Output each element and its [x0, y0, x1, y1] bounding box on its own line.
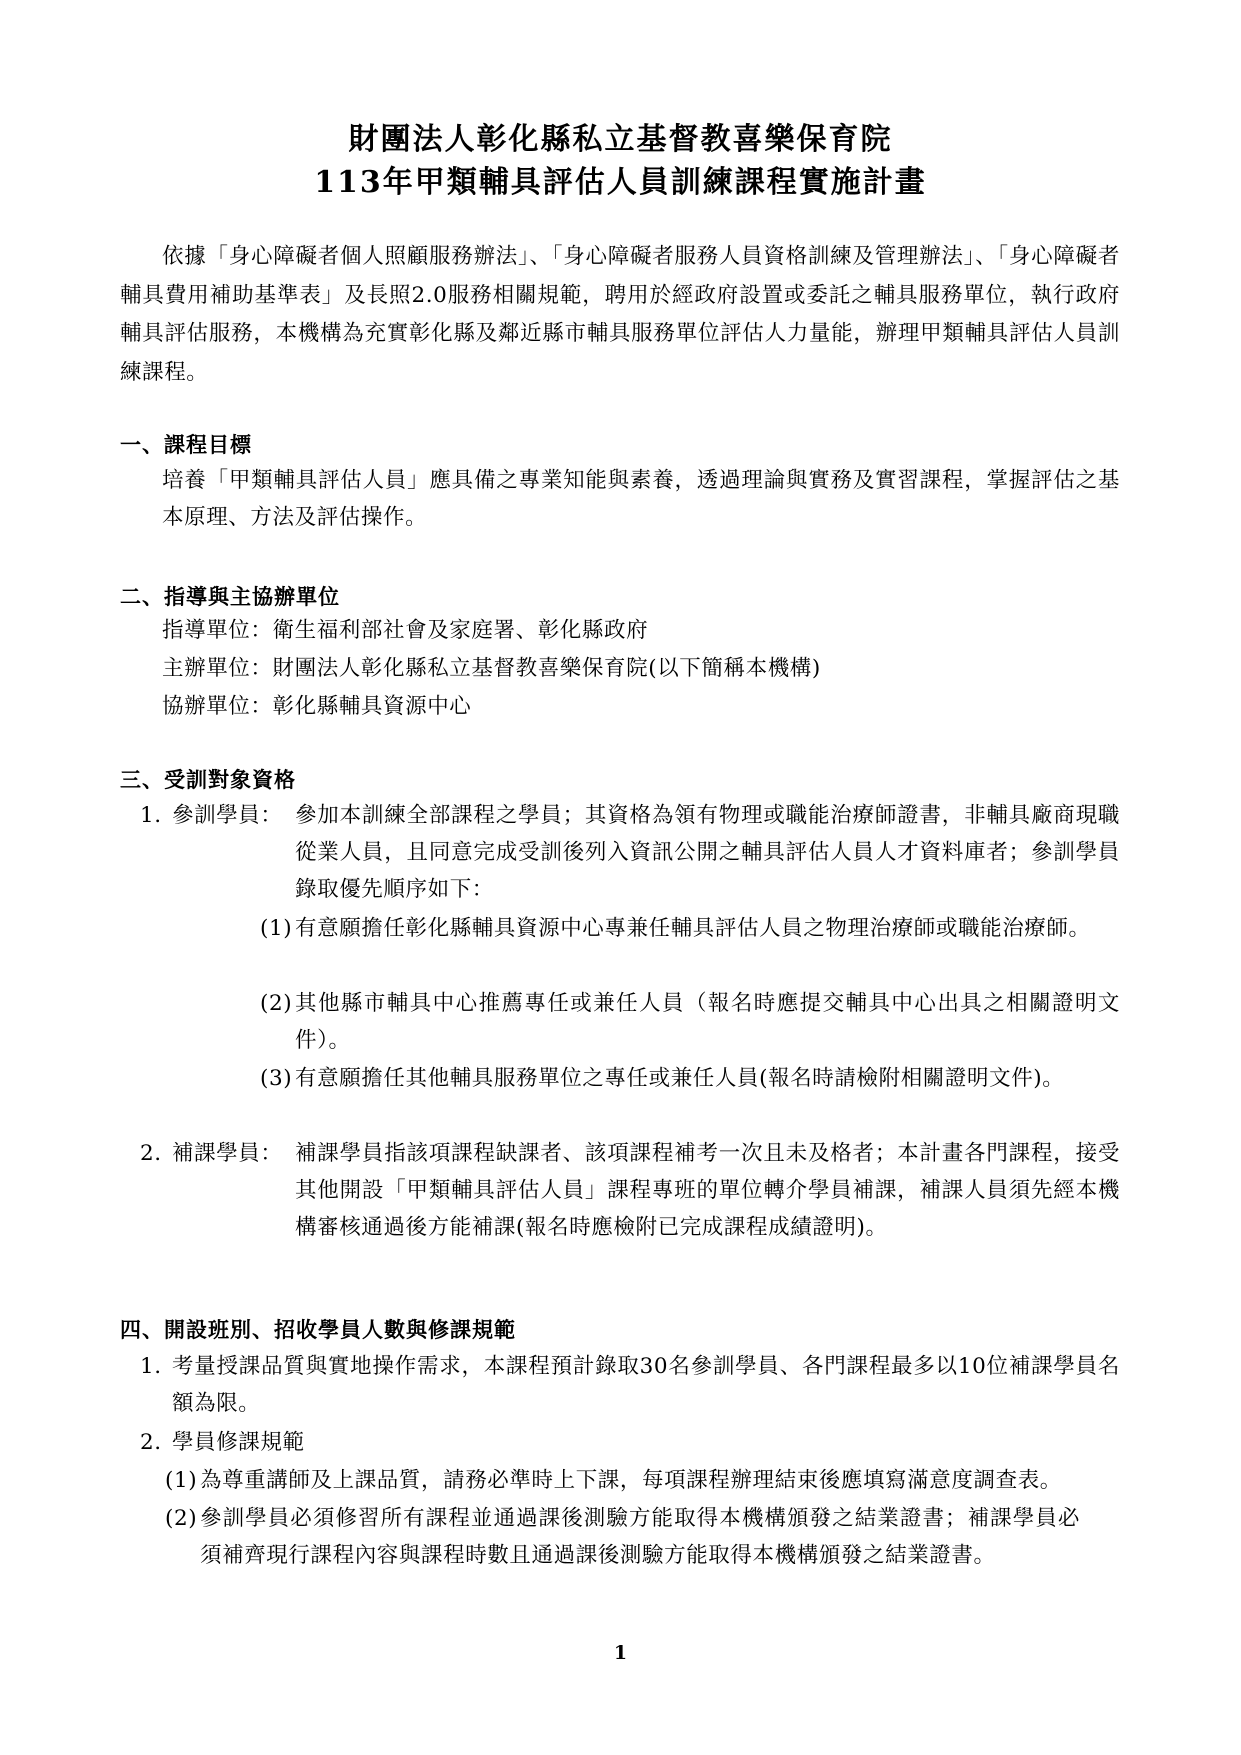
sub-body: 其他縣市輔具中心推薦專任或兼任人員（報名時應提交輔具中心出具之相關證明文件）。	[295, 991, 1120, 1053]
sub-number: (2)	[260, 991, 293, 1016]
section2-line1: 指導單位：衛生福利部社會及家庭署、彰化縣政府	[162, 618, 649, 643]
sub-body: 有意願擔任彰化縣輔具資源中心專兼任輔具評估人員之物理治療師或職能治療師。	[295, 916, 1091, 941]
section1-body: 培養「甲類輔具評估人員」應具備之專業知能與素養，透過理論與實務及實習課程，掌握評估之基本原理、方法及評估操作。	[162, 468, 1120, 530]
sub-body: 有意願擔任其他輔具服務單位之專任或兼任人員(報名時請檢附相關證明文件)。	[295, 1066, 1065, 1091]
item-number: 2.	[140, 1141, 162, 1166]
item-label: 參訓學員：	[172, 803, 283, 828]
section4-heading: 四、開設班別、招收學員人數與修課規範	[120, 1317, 516, 1342]
section2-line3: 協辦單位：彰化縣輔具資源中心	[162, 694, 472, 719]
sub-number: (1)	[260, 916, 293, 941]
item-number: 1.	[140, 1354, 162, 1379]
item-number: 2.	[140, 1430, 162, 1455]
document-title-line2: 113年甲類輔具評估人員訓練課程實施計畫	[314, 165, 927, 200]
item-label: 補課學員：	[172, 1141, 283, 1166]
section3-item2-body: 補課學員指該項課程缺課者、該項課程補考一次且未及格者；本計畫各門課程，接受其他開設「甲類輔具評估人員」課程專班的單位轉介學員補課，補課人員須先經本機構審核通過後方能補課(報名時應檢附已完成課程成績證明)。	[295, 1141, 1120, 1240]
intro-paragraph: 依據「身心障礙者個人照顧服務辦法」、「身心障礙者服務人員資格訓練及管理辦法」、「身心障礙者輔具費用補助基準表」及長照2.0服務相關規範，聘用於經政府設置或委託之輔具服務單位，執行政府輔具評估服務，本機構為充實彰化縣及鄰近縣市輔具服務單位評估人力量能，辦理甲類輔具評估人員訓練課程。	[120, 244, 1120, 385]
item-number: 1.	[140, 803, 162, 828]
page-number: 1	[613, 1642, 628, 1664]
sub-number: (2)	[165, 1506, 198, 1531]
sub-number: (3)	[260, 1066, 293, 1091]
sub-number: (1)	[165, 1468, 198, 1493]
section3-item1-body: 參加本訓練全部課程之學員；其資格為領有物理或職能治療師證書，非輔具廠商現職從業人員，且同意完成受訓後列入資訊公開之輔具評估人員人才資料庫者；參訓學員錄取優先順序如下：	[295, 803, 1120, 902]
item-body: 考量授課品質與實地操作需求，本課程預計錄取30名參訓學員、各門課程最多以10位補課學員名額為限。	[172, 1354, 1120, 1416]
sub-body: 為尊重講師及上課品質，請務必準時上下課，每項課程辦理結束後應填寫滿意度調查表。	[200, 1468, 1062, 1493]
section2-heading: 二、指導與主協辦單位	[120, 584, 340, 609]
section2-line2: 主辦單位：財團法人彰化縣私立基督教喜樂保育院(以下簡稱本機構)	[162, 656, 821, 681]
document-title-line1: 財團法人彰化縣私立基督教喜樂保育院	[348, 122, 893, 157]
item-body: 學員修課規範	[172, 1430, 305, 1455]
sub-body: 參訓學員必須修習所有課程並通過課後測驗方能取得本機構頒發之結業證書；補課學員必須補齊現行課程內容與課程時數且通過課後測驗方能取得本機構頒發之結業證書。	[200, 1506, 1080, 1568]
section1-heading: 一、課程目標	[120, 432, 252, 457]
section3-heading: 三、受訓對象資格	[120, 767, 296, 792]
